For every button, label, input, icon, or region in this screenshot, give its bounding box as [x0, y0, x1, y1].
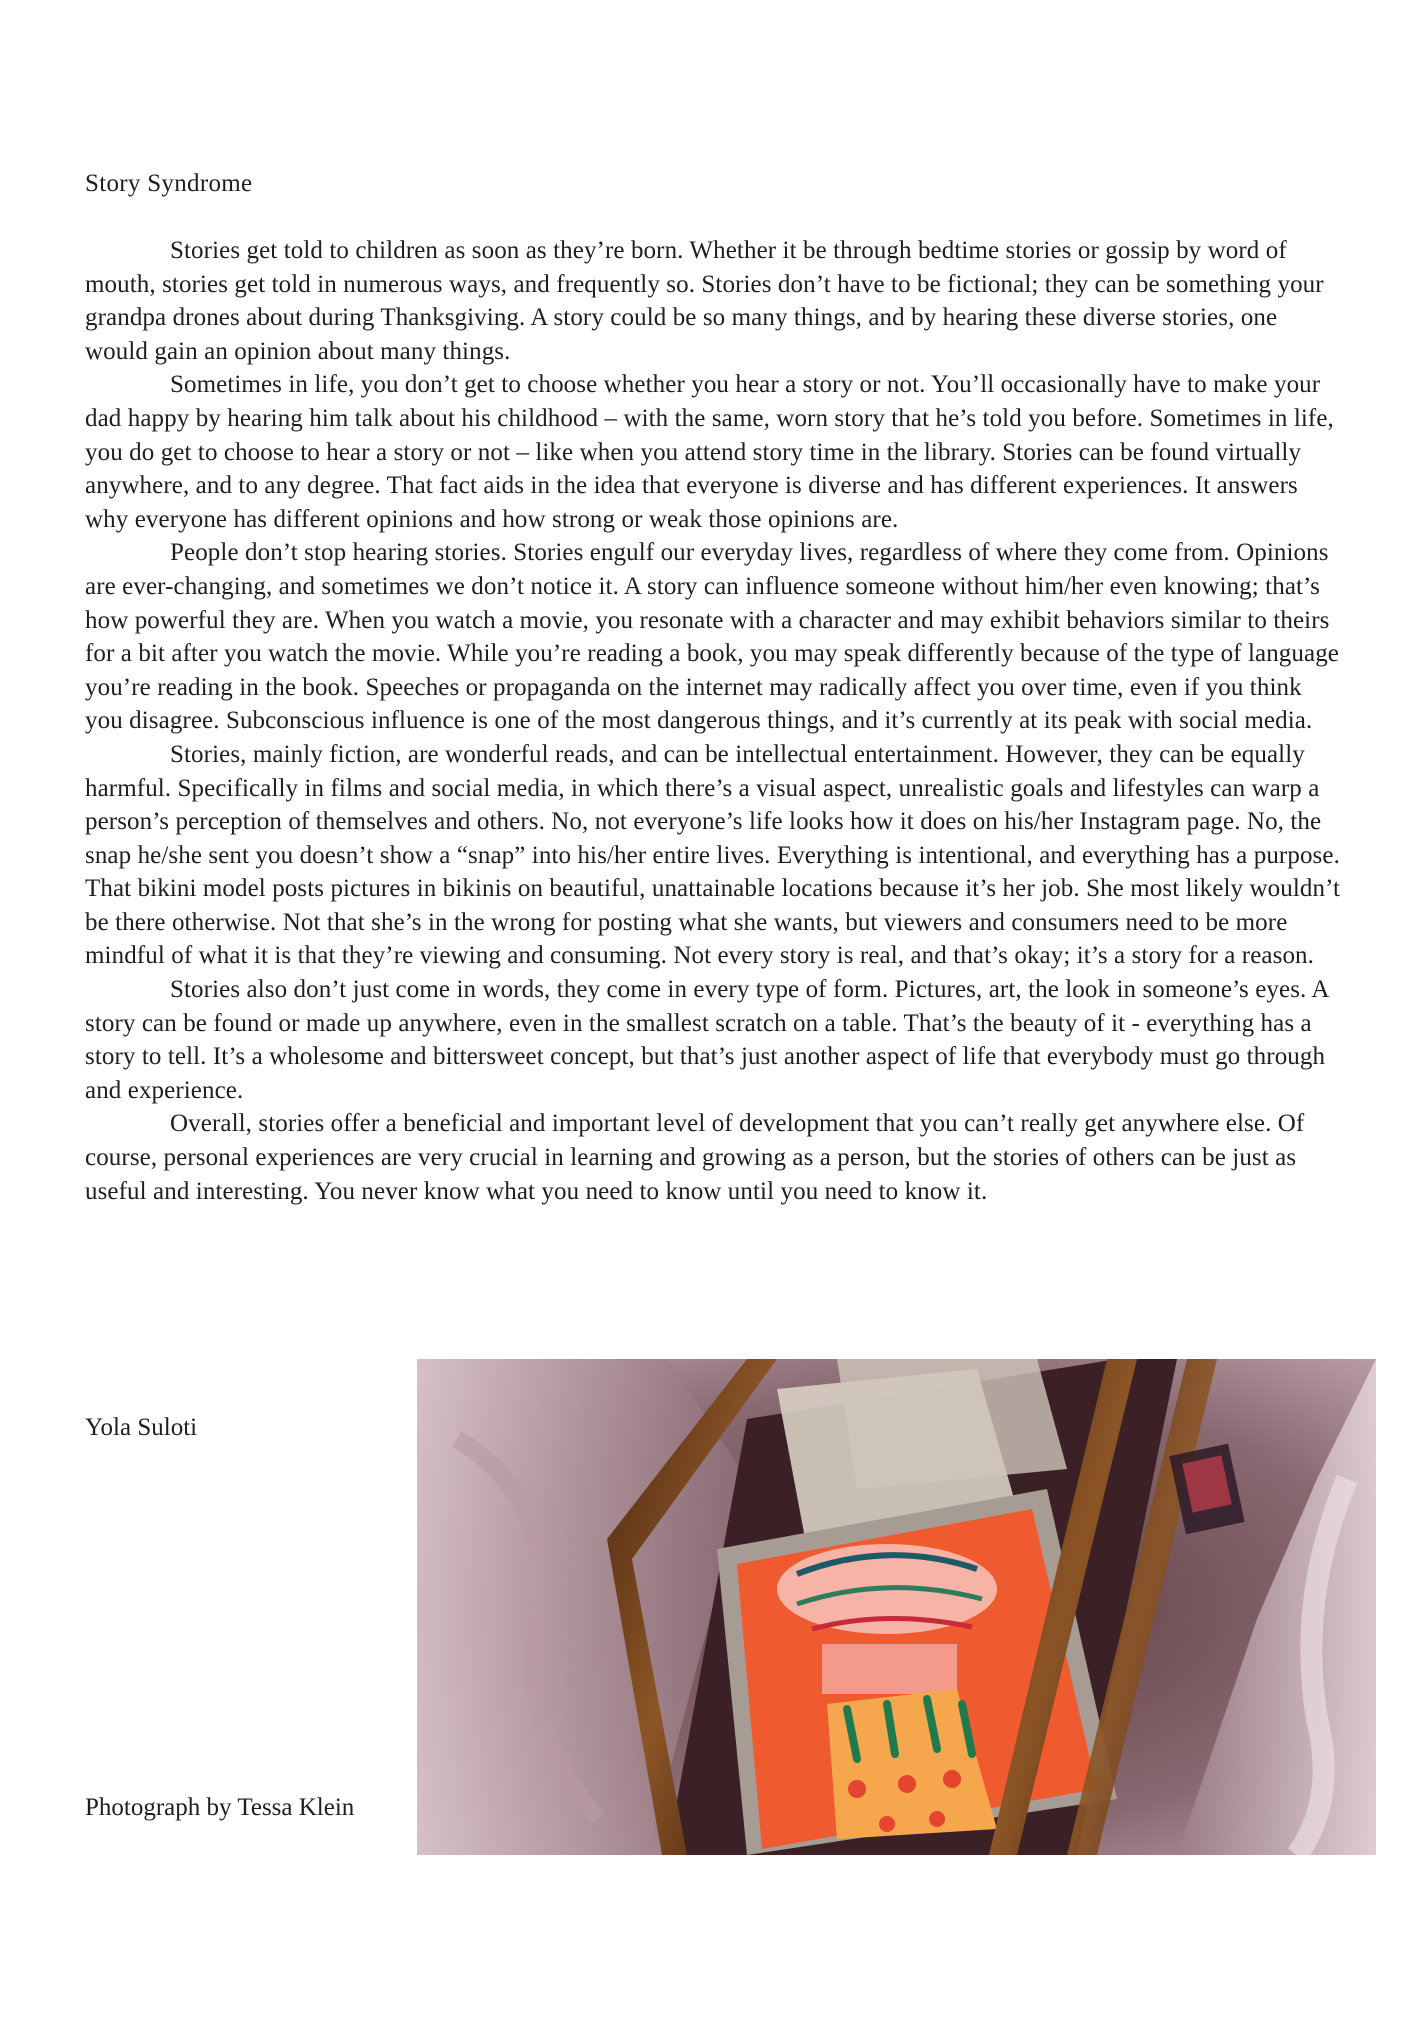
essay-body [85, 234, 1345, 1208]
author-name: Yola Suloti [85, 1414, 198, 1441]
document-title: Story Syndrome [85, 170, 253, 197]
paragraph-4: Stories, mainly fiction, are wonderful reads, and can be intellectual entertainment. However, they can be equally harmful. Specifically in films and social media, in which there’s a visual aspect, unrealistic goals and lifestyles can warp a person’s perception of themselves and others. No, not everyone’s life looks how it does on his/her Instagram page. No, the snap he/she sent you doesn’t show a “snap” into his/her entire lives. Everything is intentional, and everything has a purpose. That bikini model posts pictures in bikinis on beautiful, unattainable locations because it’s her job. She most likely wouldn’t be there otherwise. Not that she’s in the wrong for posting what she wants, but viewers and consumers need to be more mindful of what it is that they’re viewing and consuming. Not every story is real, and that’s okay; it’s a story for a reason. [85, 740, 1341, 970]
photograph [417, 1359, 1376, 1855]
paragraph-3: People don’t stop hearing stories. Stories engulf our everyday lives, regardless of where they come from. Opinions are ever-changing, and sometimes we don’t notice it. A story can influence someone without him/her even knowing; that’s how powerful they are. When you watch a movie, you resonate with a character and may exhibit behaviors similar to theirs for a bit after you watch the movie. While you’re reading a book, you may speak differently because of the type of language you’re reading in the book. Speeches or propaganda on the internet may radically affect you over time, even if you think you disagree. Subconscious influence is one of the most dangerous things, and it’s currently at its peak with social media. [85, 539, 1339, 735]
photo-credit: Photograph by Tessa Klein [85, 1794, 355, 1821]
paragraph-2: Sometimes in life, you don’t get to choose whether you hear a story or not. You’ll occasionally have to make your dad happy by hearing him talk about his childhood – with the same, worn story that he’s told you before. Sometimes in life, you do get to choose to hear a story or not – like when you attend story time in the library. Stories can be found virtually anywhere, and to any degree. That fact aids in the idea that everyone is diverse and has different experiences. It answers why everyone has different opinions and how strong or weak those opinions are. [85, 371, 1334, 533]
paragraph-5: Stories also don’t just come in words, they come in every type of form. Pictures, art, the look in someone’s eyes. A story can be found or made up anywhere, even in the smallest scratch on a table. That’s the beauty of it - everything has a story to tell. It’s a wholesome and bittersweet concept, but that’s just another aspect of life that everybody must go through and experience. [85, 976, 1329, 1104]
paragraph-1: Stories get told to children as soon as they’re born. Whether it be through bedtime stories or gossip by word of mouth, stories get told in numerous ways, and frequently so. Stories don’t have to be fictional; they can be something your grandpa drones about during Thanksgiving. A story could be so many things, and by hearing these diverse stories, one would gain an opinion about many things. [85, 237, 1324, 365]
paragraph-6: Overall, stories offer a beneficial and important level of development that you can’t really get anywhere else. Of course, personal experiences are very crucial in learning and growing as a person, but the stories of others can be just as useful and interesting. You never know what you need to know until you need to know it. [85, 1110, 1305, 1205]
photograph-art [417, 1359, 1376, 1855]
